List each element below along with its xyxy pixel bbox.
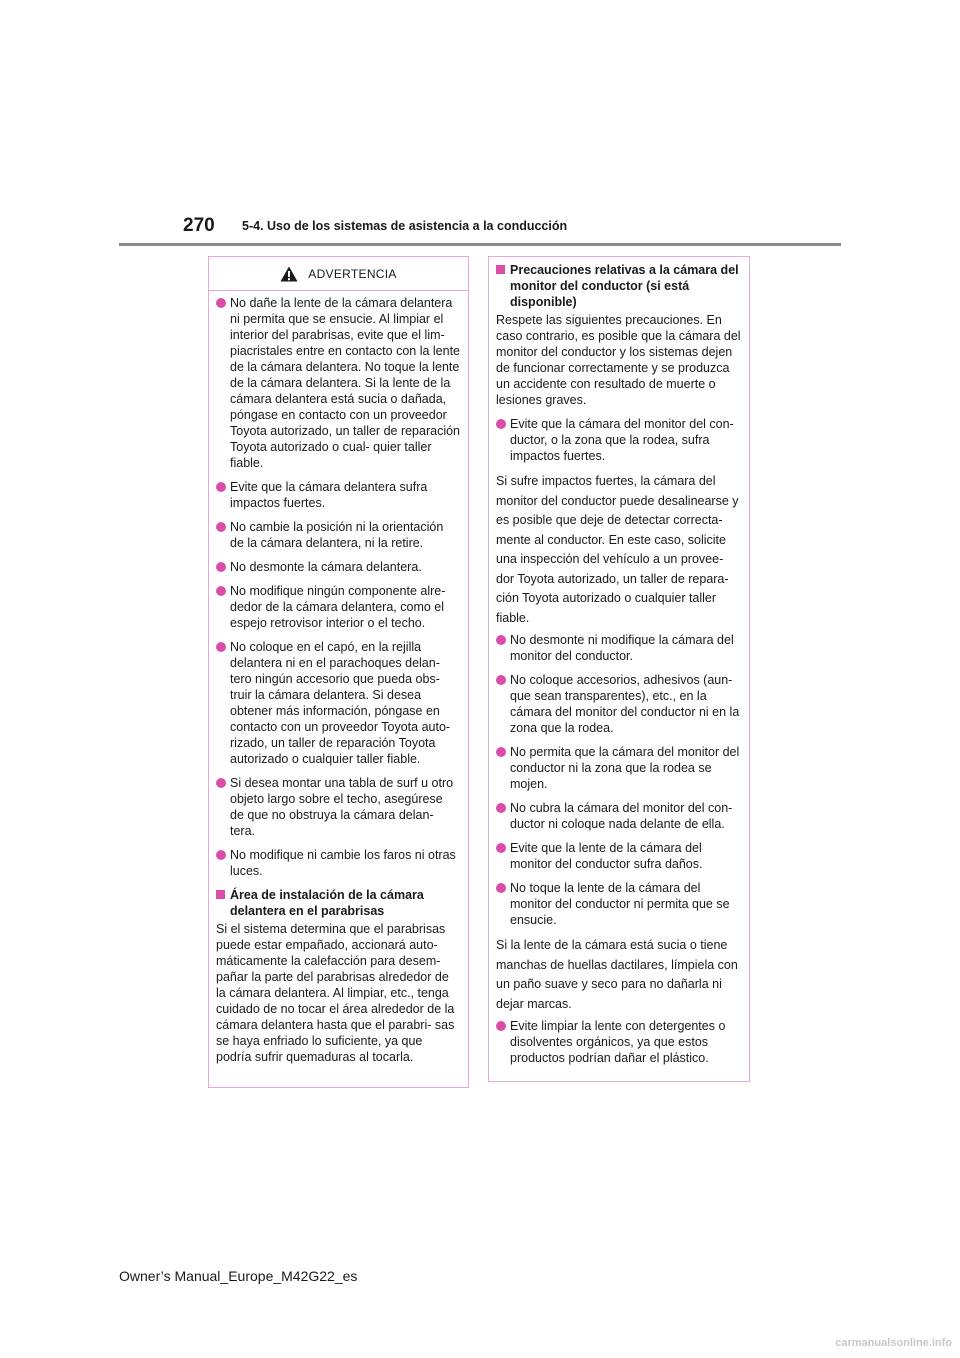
installation-heading: Área de instalación de la cámara delantera en el parabrisas xyxy=(216,887,460,919)
driver-monitor-bullet: No permita que la cámara del monitor del conductor ni la zona que la rodea se mojen. xyxy=(496,744,741,792)
installation-text: Si el sistema determina que el parabrisas puede estar empañado, accionará auto- máticamente la calefacción para desem- pañar la parte del parabrisas alrededor de la cámara delantera. Al limpiar, etc., tenga cuidado de no tocar el área alrededor de la cámara delantera hasta que el parabri- sas se haya enfriado lo suficiente, ya que podría sufrir quemaduras al tocarla. xyxy=(216,922,455,1064)
warning-bullet: No modifique ningún componente alre- dedor de la cámara delantera, como el espejo retrovisor interior o el techo. xyxy=(216,583,460,631)
warning-bullet: No coloque en el capó, en la rejilla delantera ni en el parachoques delan- tero ningún accesorio que pueda obs- truir la cámara delantera. Si desea obtener más información, póngase en contacto con un proveedor Toyota auto- rizado, un taller de reparación Toyota autorizado o cualquier taller fiable. xyxy=(216,639,460,767)
driver-monitor-bullet: No desmonte ni modifique la cámara del monitor del conductor. xyxy=(496,632,741,664)
warning-title: ADVERTENCIA xyxy=(308,266,397,281)
driver-monitor-bullet: Evite que la lente de la cámara del monitor del conductor sufra daños. xyxy=(496,840,741,872)
warning-bullet: Evite que la cámara delantera sufra impactos fuertes. xyxy=(216,479,460,511)
header-rule xyxy=(119,243,841,246)
driver-monitor-heading: Precauciones relativas a la cámara del monitor del conductor (si está disponible) xyxy=(496,262,741,310)
driver-monitor-intro: Respete las siguientes precauciones. En caso contrario, es posible que la cámara del monitor del conductor y los sistemas dejen de funcionar correctamente y se produzca un accidente con resultado de muerte o lesiones graves. xyxy=(496,313,741,407)
section-title: 5-4. Uso de los sistemas de asistencia a la conducción xyxy=(242,219,568,233)
lens-cleaning-text: Si la lente de la cámara está sucia o tiene manchas de huellas dactilares, límpiela con un paño suave y seco para no dañarla ni dejar marcas. xyxy=(496,938,738,1011)
driver-monitor-bullet: No toque la lente de la cámara del monitor del conductor ni permita que se ensucie. xyxy=(496,880,741,928)
driver-monitor-bullet: Evite limpiar la lente con detergentes o disolventes orgánicos, ya que estos productos podrían dañar el plástico. xyxy=(496,1018,741,1066)
manual-name: Owner’s Manual_Europe_M42G22_es xyxy=(119,1268,358,1284)
driver-monitor-bullet: No cubra la cámara del monitor del con- ductor ni coloque nada delante de ella. xyxy=(496,800,741,832)
driver-monitor-bullet: Evite que la cámara del monitor del con- ductor, o la zona que la rodea, sufra impactos fuertes. xyxy=(496,416,741,464)
warning-bullet: No cambie la posición ni la orientación de la cámara delantera, ni la retire. xyxy=(216,519,460,551)
warning-bullet: No dañe la lente de la cámara delantera ni permita que se ensucie. Al limpiar el interior del parabrisas, evite que el lim- piacristales entre en contacto con la lente de la cámara delantera. No toque la lente de la cámara delantera. Si la lente de la cámara delantera está sucia o dañada, póngase en contacto con un proveedor Toyota autorizado, un taller de reparación Toyota autorizado o cual- quier taller fiable. xyxy=(216,295,460,471)
page-number: 270 xyxy=(183,215,215,236)
warning-triangle-icon xyxy=(280,266,298,282)
warning-header xyxy=(209,257,468,291)
impacts-text: Si sufre impactos fuertes, la cámara del monitor del conductor puede desalinearse y es posible que deje de detectar correcta- mente al conductor. En este caso, solicite una inspección del vehículo a un provee- dor Toyota autorizado, un taller de repara- ción Toyota autorizado o cualquier taller fiable. xyxy=(496,474,739,625)
driver-monitor-box xyxy=(488,256,750,1082)
warning-box xyxy=(208,256,469,1088)
warning-bullet: Si desea montar una tabla de surf u otro objeto largo sobre el techo, asegúrese de que no obstruya la cámara delan- tera. xyxy=(216,775,460,839)
warning-bullet: No desmonte la cámara delantera. xyxy=(216,559,460,575)
warning-bullet: No modifique ni cambie los faros ni otras luces. xyxy=(216,847,460,879)
driver-monitor-bullet: No coloque accesorios, adhesivos (aun- que sean transparentes), etc., en la cámara del monitor del conductor ni en la zona que la rodea. xyxy=(496,672,741,736)
watermark: carmanualsonline.info xyxy=(835,1337,952,1349)
